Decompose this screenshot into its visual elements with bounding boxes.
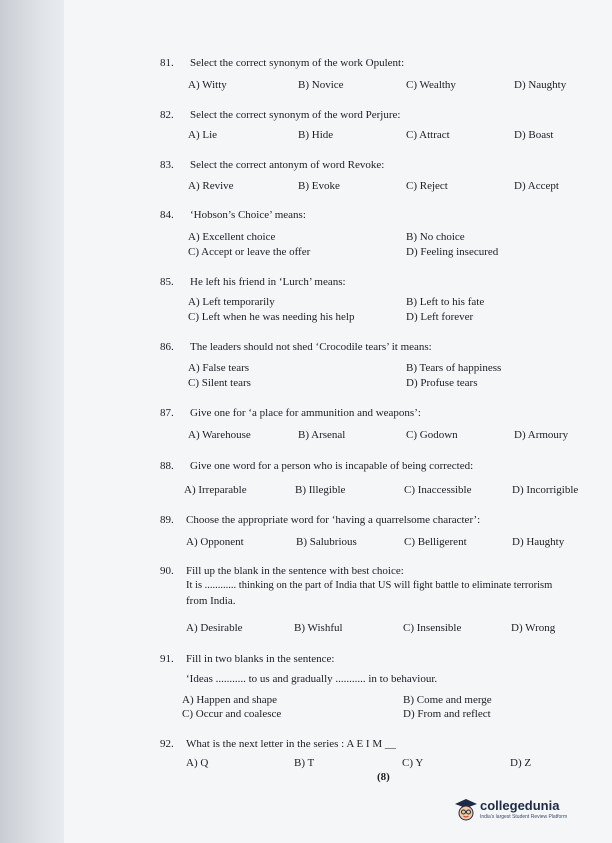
logo-tagline: India's largest Student Review Platform [480,814,568,820]
question-text: Select the correct synonym of the word Perjure: [190,109,401,121]
option-c[interactable]: C) Reject [406,180,448,192]
option-c[interactable]: C) Belligerent [404,536,467,548]
option-b[interactable]: B) Wishful [294,622,343,634]
option-d[interactable]: D) Boast [514,129,554,141]
option-a[interactable]: A) Revive [188,180,234,192]
option-a[interactable]: A) Opponent [186,536,244,548]
question-text: Give one word for a person who is incapable of being corrected: [190,460,474,472]
option-a[interactable]: A) Q [186,757,209,769]
graduate-mascot-icon [454,798,478,822]
option-a[interactable]: A) Desirable [186,622,243,634]
option-b[interactable]: B) Tears of happiness [406,362,502,374]
option-d[interactable]: D) Accept [514,180,559,192]
option-c[interactable]: C) Accept or leave the offer [188,246,311,258]
option-b[interactable]: B) Arsenal [298,429,346,441]
option-a[interactable]: A) Left temporarily [188,296,275,308]
option-d[interactable]: D) Z [510,757,532,769]
option-b[interactable]: B) No choice [406,231,465,243]
option-d[interactable]: D) Haughty [512,536,565,548]
option-a[interactable]: A) Irreparable [184,484,247,496]
collegedunia-logo[interactable] [452,796,602,830]
question-number: 82. [160,109,174,121]
question-90-line2: It is ............ thinking on the part of India that US will fight battle to eliminate terrorism [186,580,553,591]
option-d[interactable]: D) Armoury [514,429,569,441]
option-b[interactable]: B) Evoke [298,180,340,192]
page-left-edge [0,0,64,843]
question-text: The leaders should not shed ‘Crocodile tears’ it means: [190,341,432,353]
question-text: ‘Hobson’s Choice’ means: [190,209,306,221]
question-number: 91. [160,653,174,665]
question-91-line2: ‘Ideas ........... to us and gradually ........... in to behaviour. [186,673,438,685]
question-text: Give one for ‘a place for ammunition and weapons’: [190,407,421,419]
question-text: Fill up the blank in the sentence with best choice: [186,565,404,577]
question-90-line3: from India. [186,595,236,607]
question-text: Select the correct synonym of the work Opulent: [190,57,405,69]
question-number: 84. [160,209,174,221]
option-d[interactable]: D) Left forever [406,311,474,323]
option-b[interactable]: B) Hide [298,129,334,141]
question-number: 88. [160,460,174,472]
option-c[interactable]: C) Inaccessible [404,484,472,496]
question-number: 86. [160,341,174,353]
option-c[interactable]: C) Wealthy [406,79,456,91]
option-a[interactable]: A) Happen and shape [182,694,277,706]
option-b[interactable]: B) Salubrious [296,536,357,548]
option-d[interactable]: D) Profuse tears [406,377,478,389]
logo-name: collegedunia [480,798,560,813]
option-a[interactable]: A) Excellent choice [188,231,276,243]
question-text: Choose the appropriate word for ‘having a quarrelsome character’: [186,514,481,526]
option-c[interactable]: C) Insensible [403,622,462,634]
option-c[interactable]: C) Left when he was needing his help [188,311,355,323]
question-text: What is the next letter in the series : A E I M __ [186,738,396,750]
option-a[interactable]: A) Warehouse [188,429,251,441]
question-number: 87. [160,407,174,419]
option-d[interactable]: D) Naughty [514,79,567,91]
option-c[interactable]: C) Y [402,757,424,769]
option-d[interactable]: D) From and reflect [403,708,491,720]
question-number: 89. [160,514,174,526]
option-d[interactable]: D) Incorrigible [512,484,579,496]
option-c[interactable]: C) Attract [406,129,450,141]
option-b[interactable]: B) T [294,757,315,769]
option-a[interactable]: A) False tears [188,362,250,374]
question-number: 92. [160,738,174,750]
question-text: Select the correct antonym of word Revoke: [190,159,385,171]
question-number: 83. [160,159,174,171]
option-a[interactable]: A) Witty [188,79,227,91]
option-c[interactable]: C) Silent tears [188,377,251,389]
option-d[interactable]: D) Wrong [511,622,556,634]
question-number: 85. [160,276,174,288]
option-c[interactable]: C) Occur and coalesce [182,708,282,720]
question-text: Fill in two blanks in the sentence: [186,653,335,665]
option-d[interactable]: D) Feeling insecured [406,246,499,258]
option-a[interactable]: A) Lie [188,129,218,141]
exam-sheet [64,0,612,843]
option-b[interactable]: B) Illegible [295,484,346,496]
question-number: 90. [160,565,174,577]
question-text: He left his friend in ‘Lurch’ means: [190,276,346,288]
option-b[interactable]: B) Left to his fate [406,296,485,308]
option-b[interactable]: B) Come and merge [403,694,492,706]
page-number: (8) [377,771,390,783]
option-b[interactable]: B) Novice [298,79,344,91]
question-number: 81. [160,57,174,69]
option-c[interactable]: C) Godown [406,429,458,441]
